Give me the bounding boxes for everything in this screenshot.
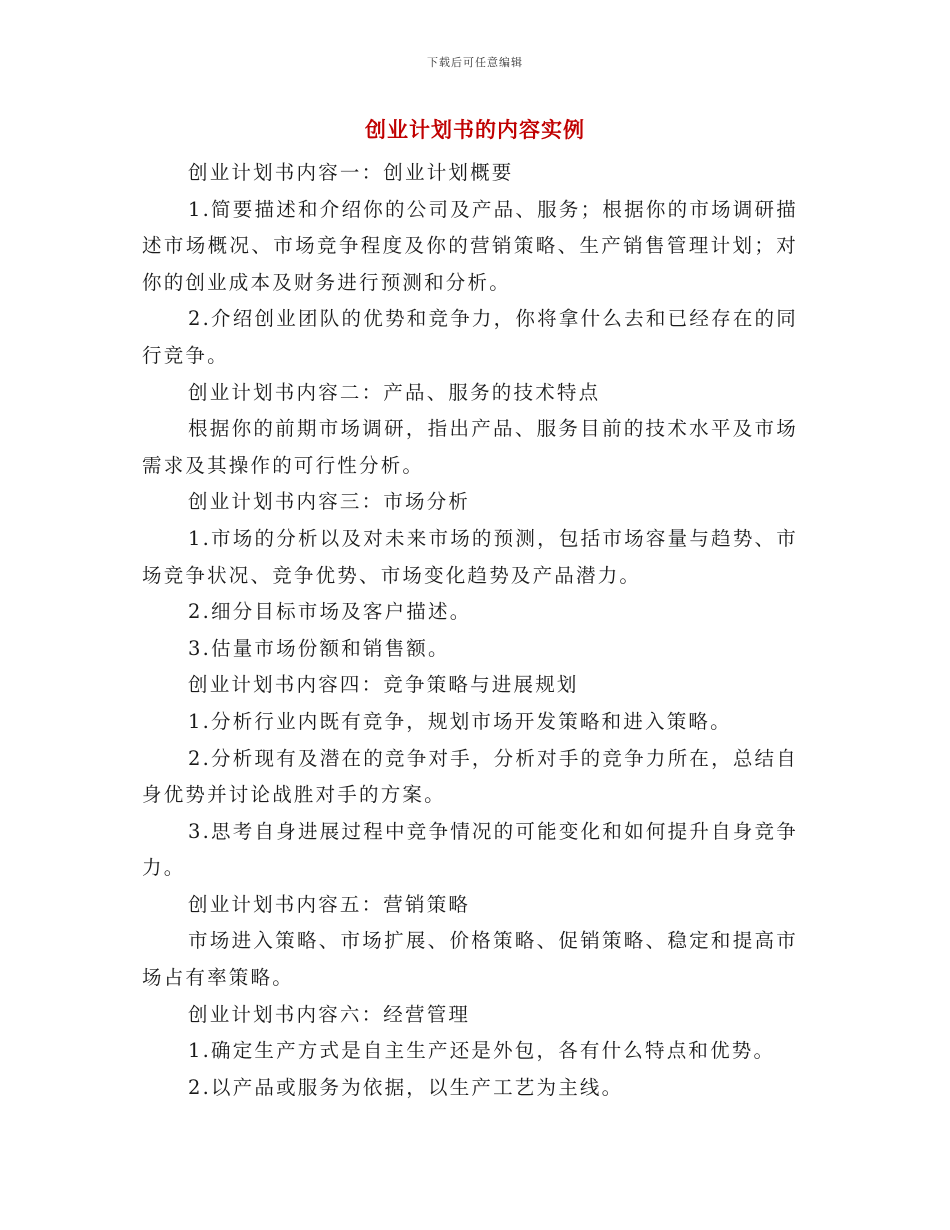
section-heading-2: 创业计划书内容二：产品、服务的技术特点 <box>188 380 601 404</box>
section-heading-3: 创业计划书内容三：市场分析 <box>188 490 471 514</box>
page-header-note: 下载后可任意编辑 <box>427 56 523 69</box>
paragraph: 1.简要描述和介绍你的公司及产品、服务；根据你的市场调研描述市场概况、市场竞争程度及你的营销策略、生产销售管理计划；对你的创业成本及财务进行预测和分析。 <box>142 197 798 294</box>
paragraph: 1.确定生产方式是自主生产还是外包，各有什么特点和优势。 <box>188 1039 776 1063</box>
paragraph: 2.介绍创业团队的优势和竞争力，你将拿什么去和已经存在的同行竞争。 <box>142 307 798 367</box>
paragraph: 2.细分目标市场及客户描述。 <box>188 600 472 624</box>
document-body <box>142 155 798 1106</box>
paragraph: 3.估量市场份额和销售额。 <box>188 636 450 660</box>
paragraph: 1.市场的分析以及对未来市场的预测，包括市场容量与趋势、市场竞争状况、竞争优势、市场变化趋势及产品潜力。 <box>142 526 798 587</box>
paragraph: 3.思考自身进展过程中竞争情况的可能变化和如何提升自身竞争力。 <box>142 819 798 880</box>
paragraph: 根据你的前期市场调研，指出产品、服务目前的技术水平及市场需求及其操作的可行性分析。 <box>142 417 798 477</box>
paragraph: 1.分析行业内既有竞争，规划市场开发策略和进入策略。 <box>188 709 732 733</box>
paragraph: 2.以产品或服务为依据，以生产工艺为主线。 <box>188 1075 624 1099</box>
document-title: 创业计划书的内容实例 <box>365 118 585 142</box>
section-heading-1: 创业计划书内容一：创业计划概要 <box>188 161 514 184</box>
section-heading-5: 创业计划书内容五：营销策略 <box>188 892 471 916</box>
paragraph: 市场进入策略、市场扩展、价格策略、促销策略、稳定和提高市场占有率策略。 <box>142 929 798 990</box>
section-heading-6: 创业计划书内容六：经营管理 <box>188 1002 471 1026</box>
paragraph: 2.分析现有及潜在的竞争对手，分析对手的竞争力所在，总结自身优势并讨论战胜对手的方案。 <box>142 746 798 807</box>
section-heading-4: 创业计划书内容四：竞争策略与进展规划 <box>188 673 579 697</box>
